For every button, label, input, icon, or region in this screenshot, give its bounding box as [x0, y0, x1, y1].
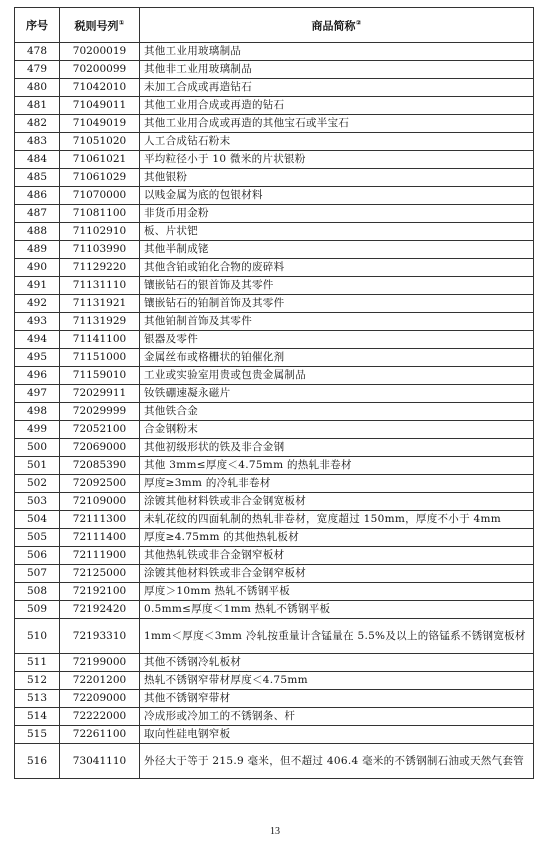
- row-product-name: 冷成形或冷加工的不锈钢条、杆: [140, 708, 534, 726]
- table-row: [15, 547, 534, 565]
- table-row: [15, 457, 534, 475]
- row-product-name: 平均粒径小于 10 微米的片状银粉: [140, 151, 534, 169]
- row-tariff-code: 71049019: [60, 115, 140, 133]
- row-product-name: 其他不锈钢冷轧板材: [140, 654, 534, 672]
- row-product-name: 取向性硅电钢窄板: [140, 726, 534, 744]
- row-tariff-code: 71131921: [60, 295, 140, 313]
- row-product-name: 其他工业用玻璃制品: [140, 43, 534, 61]
- row-product-name: 厚度≥4.75mm 的其他热轧板材: [140, 529, 534, 547]
- row-serial-number: 493: [15, 313, 60, 331]
- row-tariff-code: 72092500: [60, 475, 140, 493]
- row-serial-number: 488: [15, 223, 60, 241]
- row-product-name: 其他热轧铁或非合金钢窄板材: [140, 547, 534, 565]
- row-serial-number: 495: [15, 349, 60, 367]
- table-row: [15, 331, 534, 349]
- footnote-marker-1: ①: [118, 19, 125, 28]
- row-tariff-code: 71151000: [60, 349, 140, 367]
- row-serial-number: 502: [15, 475, 60, 493]
- header-serial-number: 序号: [15, 8, 60, 43]
- row-tariff-code: 71081100: [60, 205, 140, 223]
- row-product-name: 人工合成钻石粉末: [140, 133, 534, 151]
- row-product-name: 合金钢粉末: [140, 421, 534, 439]
- row-tariff-code: 72209000: [60, 690, 140, 708]
- row-serial-number: 513: [15, 690, 60, 708]
- table-row: [15, 97, 534, 115]
- row-serial-number: 515: [15, 726, 60, 744]
- table-row: [15, 295, 534, 313]
- row-tariff-code: 72029999: [60, 403, 140, 421]
- row-serial-number: 480: [15, 79, 60, 97]
- row-serial-number: 501: [15, 457, 60, 475]
- row-serial-number: 483: [15, 133, 60, 151]
- row-tariff-code: 71070000: [60, 187, 140, 205]
- row-product-name: 其他工业用合成或再造的其他宝石或半宝石: [140, 115, 534, 133]
- row-serial-number: 504: [15, 511, 60, 529]
- table-row: [15, 601, 534, 619]
- row-tariff-code: 72201200: [60, 672, 140, 690]
- table-row: [15, 708, 534, 726]
- table-row: [15, 43, 534, 61]
- row-tariff-code: 73041110: [60, 744, 140, 779]
- row-serial-number: 492: [15, 295, 60, 313]
- row-serial-number: 491: [15, 277, 60, 295]
- row-serial-number: 503: [15, 493, 60, 511]
- row-serial-number: 482: [15, 115, 60, 133]
- row-tariff-code: 72199000: [60, 654, 140, 672]
- table-row: [15, 133, 534, 151]
- row-product-name: 镶嵌钻石的铂制首饰及其零件: [140, 295, 534, 313]
- row-serial-number: 497: [15, 385, 60, 403]
- row-product-name: 其他工业用合成或再造的钻石: [140, 97, 534, 115]
- table-row: [15, 151, 534, 169]
- footnote-marker-2: ②: [355, 19, 362, 28]
- row-tariff-code: 71049011: [60, 97, 140, 115]
- row-serial-number: 481: [15, 97, 60, 115]
- row-tariff-code: 72085390: [60, 457, 140, 475]
- row-serial-number: 505: [15, 529, 60, 547]
- row-product-name: 银器及零件: [140, 331, 534, 349]
- row-serial-number: 496: [15, 367, 60, 385]
- row-product-name: 厚度＞10mm 热轧不锈钢平板: [140, 583, 534, 601]
- row-tariff-code: 72222000: [60, 708, 140, 726]
- row-product-name: 其他铁合金: [140, 403, 534, 421]
- row-tariff-code: 71131110: [60, 277, 140, 295]
- row-serial-number: 485: [15, 169, 60, 187]
- row-product-name: 其他银粉: [140, 169, 534, 187]
- row-product-name: 金属丝布或格栅状的铂催化剂: [140, 349, 534, 367]
- row-serial-number: 484: [15, 151, 60, 169]
- row-tariff-code: 71141100: [60, 331, 140, 349]
- table-row: [15, 349, 534, 367]
- table-row: [15, 529, 534, 547]
- row-product-name: 涂镀其他材料铁或非合金钢窄板材: [140, 565, 534, 583]
- table-row: [15, 115, 534, 133]
- row-tariff-code: 72109000: [60, 493, 140, 511]
- table-row: [15, 259, 534, 277]
- row-product-name: 热轧不锈钢窄带材厚度＜4.75mm: [140, 672, 534, 690]
- row-product-name: 其他半制成铑: [140, 241, 534, 259]
- table-row: [15, 223, 534, 241]
- table-row: [15, 367, 534, 385]
- row-tariff-code: 71103990: [60, 241, 140, 259]
- row-serial-number: 512: [15, 672, 60, 690]
- row-serial-number: 478: [15, 43, 60, 61]
- row-product-name: 钕铁硼速凝永磁片: [140, 385, 534, 403]
- table-body: [15, 43, 534, 779]
- table-row: [15, 277, 534, 295]
- row-product-name: 镶嵌钻石的银首饰及其零件: [140, 277, 534, 295]
- row-serial-number: 487: [15, 205, 60, 223]
- row-tariff-code: 72192100: [60, 583, 140, 601]
- row-serial-number: 507: [15, 565, 60, 583]
- row-serial-number: 510: [15, 619, 60, 654]
- row-tariff-code: 72069000: [60, 439, 140, 457]
- row-serial-number: 498: [15, 403, 60, 421]
- row-serial-number: 490: [15, 259, 60, 277]
- row-tariff-code: 71159010: [60, 367, 140, 385]
- table-row: [15, 79, 534, 97]
- row-product-name: 非货币用金粉: [140, 205, 534, 223]
- row-tariff-code: 72111300: [60, 511, 140, 529]
- table-row: [15, 619, 534, 654]
- table-row: [15, 690, 534, 708]
- row-serial-number: 511: [15, 654, 60, 672]
- row-tariff-code: 72111400: [60, 529, 140, 547]
- table-row: [15, 187, 534, 205]
- row-product-name: 1mm＜厚度＜3mm 冷轧按重量计含锰量在 5.5%及以上的铬锰系不锈钢宽板材: [140, 619, 534, 654]
- row-tariff-code: 72193310: [60, 619, 140, 654]
- row-product-name: 其他不锈钢窄带材: [140, 690, 534, 708]
- row-tariff-code: 72261100: [60, 726, 140, 744]
- row-tariff-code: 71051020: [60, 133, 140, 151]
- row-tariff-code: 72111900: [60, 547, 140, 565]
- table-row: [15, 241, 534, 259]
- table-row: [15, 654, 534, 672]
- row-product-name: 外径大于等于 215.9 毫米，但不超过 406.4 毫米的不锈钢制石油或天然气套管: [140, 744, 534, 779]
- row-serial-number: 500: [15, 439, 60, 457]
- row-tariff-code: 71131929: [60, 313, 140, 331]
- tariff-table: [14, 7, 534, 779]
- table-row: [15, 421, 534, 439]
- row-serial-number: 499: [15, 421, 60, 439]
- row-serial-number: 508: [15, 583, 60, 601]
- header-tariff-code: 税则号列①: [60, 8, 140, 43]
- row-serial-number: 516: [15, 744, 60, 779]
- row-product-name: 板、片状钯: [140, 223, 534, 241]
- table-row: [15, 744, 534, 779]
- row-serial-number: 489: [15, 241, 60, 259]
- table-row: [15, 385, 534, 403]
- table-row: [15, 169, 534, 187]
- document-page: [14, 7, 534, 779]
- table-row: [15, 61, 534, 79]
- table-row: [15, 403, 534, 421]
- table-row: [15, 439, 534, 457]
- row-serial-number: 479: [15, 61, 60, 79]
- row-product-name: 涂镀其他材料铁或非合金钢宽板材: [140, 493, 534, 511]
- row-product-name: 以贱金属为底的包银材料: [140, 187, 534, 205]
- row-tariff-code: 70200099: [60, 61, 140, 79]
- row-tariff-code: 72125000: [60, 565, 140, 583]
- table-row: [15, 475, 534, 493]
- row-tariff-code: 71061029: [60, 169, 140, 187]
- row-serial-number: 486: [15, 187, 60, 205]
- row-serial-number: 514: [15, 708, 60, 726]
- table-row: [15, 511, 534, 529]
- table-row: [15, 205, 534, 223]
- row-tariff-code: 72192420: [60, 601, 140, 619]
- row-product-name: 其他非工业用玻璃制品: [140, 61, 534, 79]
- row-tariff-code: 71102910: [60, 223, 140, 241]
- row-product-name: 其他 3mm≤厚度＜4.75mm 的热轧非卷材: [140, 457, 534, 475]
- row-product-name: 其他含铂或铂化合物的废碎料: [140, 259, 534, 277]
- row-product-name: 0.5mm≤厚度＜1mm 热轧不锈钢平板: [140, 601, 534, 619]
- row-tariff-code: 72029911: [60, 385, 140, 403]
- row-product-name: 工业或实验室用贵或包贵金属制品: [140, 367, 534, 385]
- row-product-name: 其他铂制首饰及其零件: [140, 313, 534, 331]
- row-tariff-code: 71061021: [60, 151, 140, 169]
- row-product-name: 厚度≥3mm 的冷轧非卷材: [140, 475, 534, 493]
- page-number: 13: [270, 826, 280, 837]
- row-serial-number: 494: [15, 331, 60, 349]
- table-row: [15, 672, 534, 690]
- row-product-name: 未加工合成或再造钻石: [140, 79, 534, 97]
- table-row: [15, 493, 534, 511]
- row-product-name: 未轧花纹的四面轧制的热轧非卷材，宽度超过 150mm，厚度不小于 4mm: [140, 511, 534, 529]
- row-product-name: 其他初级形状的铁及非合金钢: [140, 439, 534, 457]
- row-serial-number: 509: [15, 601, 60, 619]
- table-row: [15, 313, 534, 331]
- row-serial-number: 506: [15, 547, 60, 565]
- row-tariff-code: 71042010: [60, 79, 140, 97]
- row-tariff-code: 71129220: [60, 259, 140, 277]
- table-row: [15, 583, 534, 601]
- table-header-row: [15, 8, 534, 43]
- table-row: [15, 565, 534, 583]
- row-tariff-code: 72052100: [60, 421, 140, 439]
- row-tariff-code: 70200019: [60, 43, 140, 61]
- table-row: [15, 726, 534, 744]
- header-product-name: 商品简称②: [140, 8, 534, 43]
